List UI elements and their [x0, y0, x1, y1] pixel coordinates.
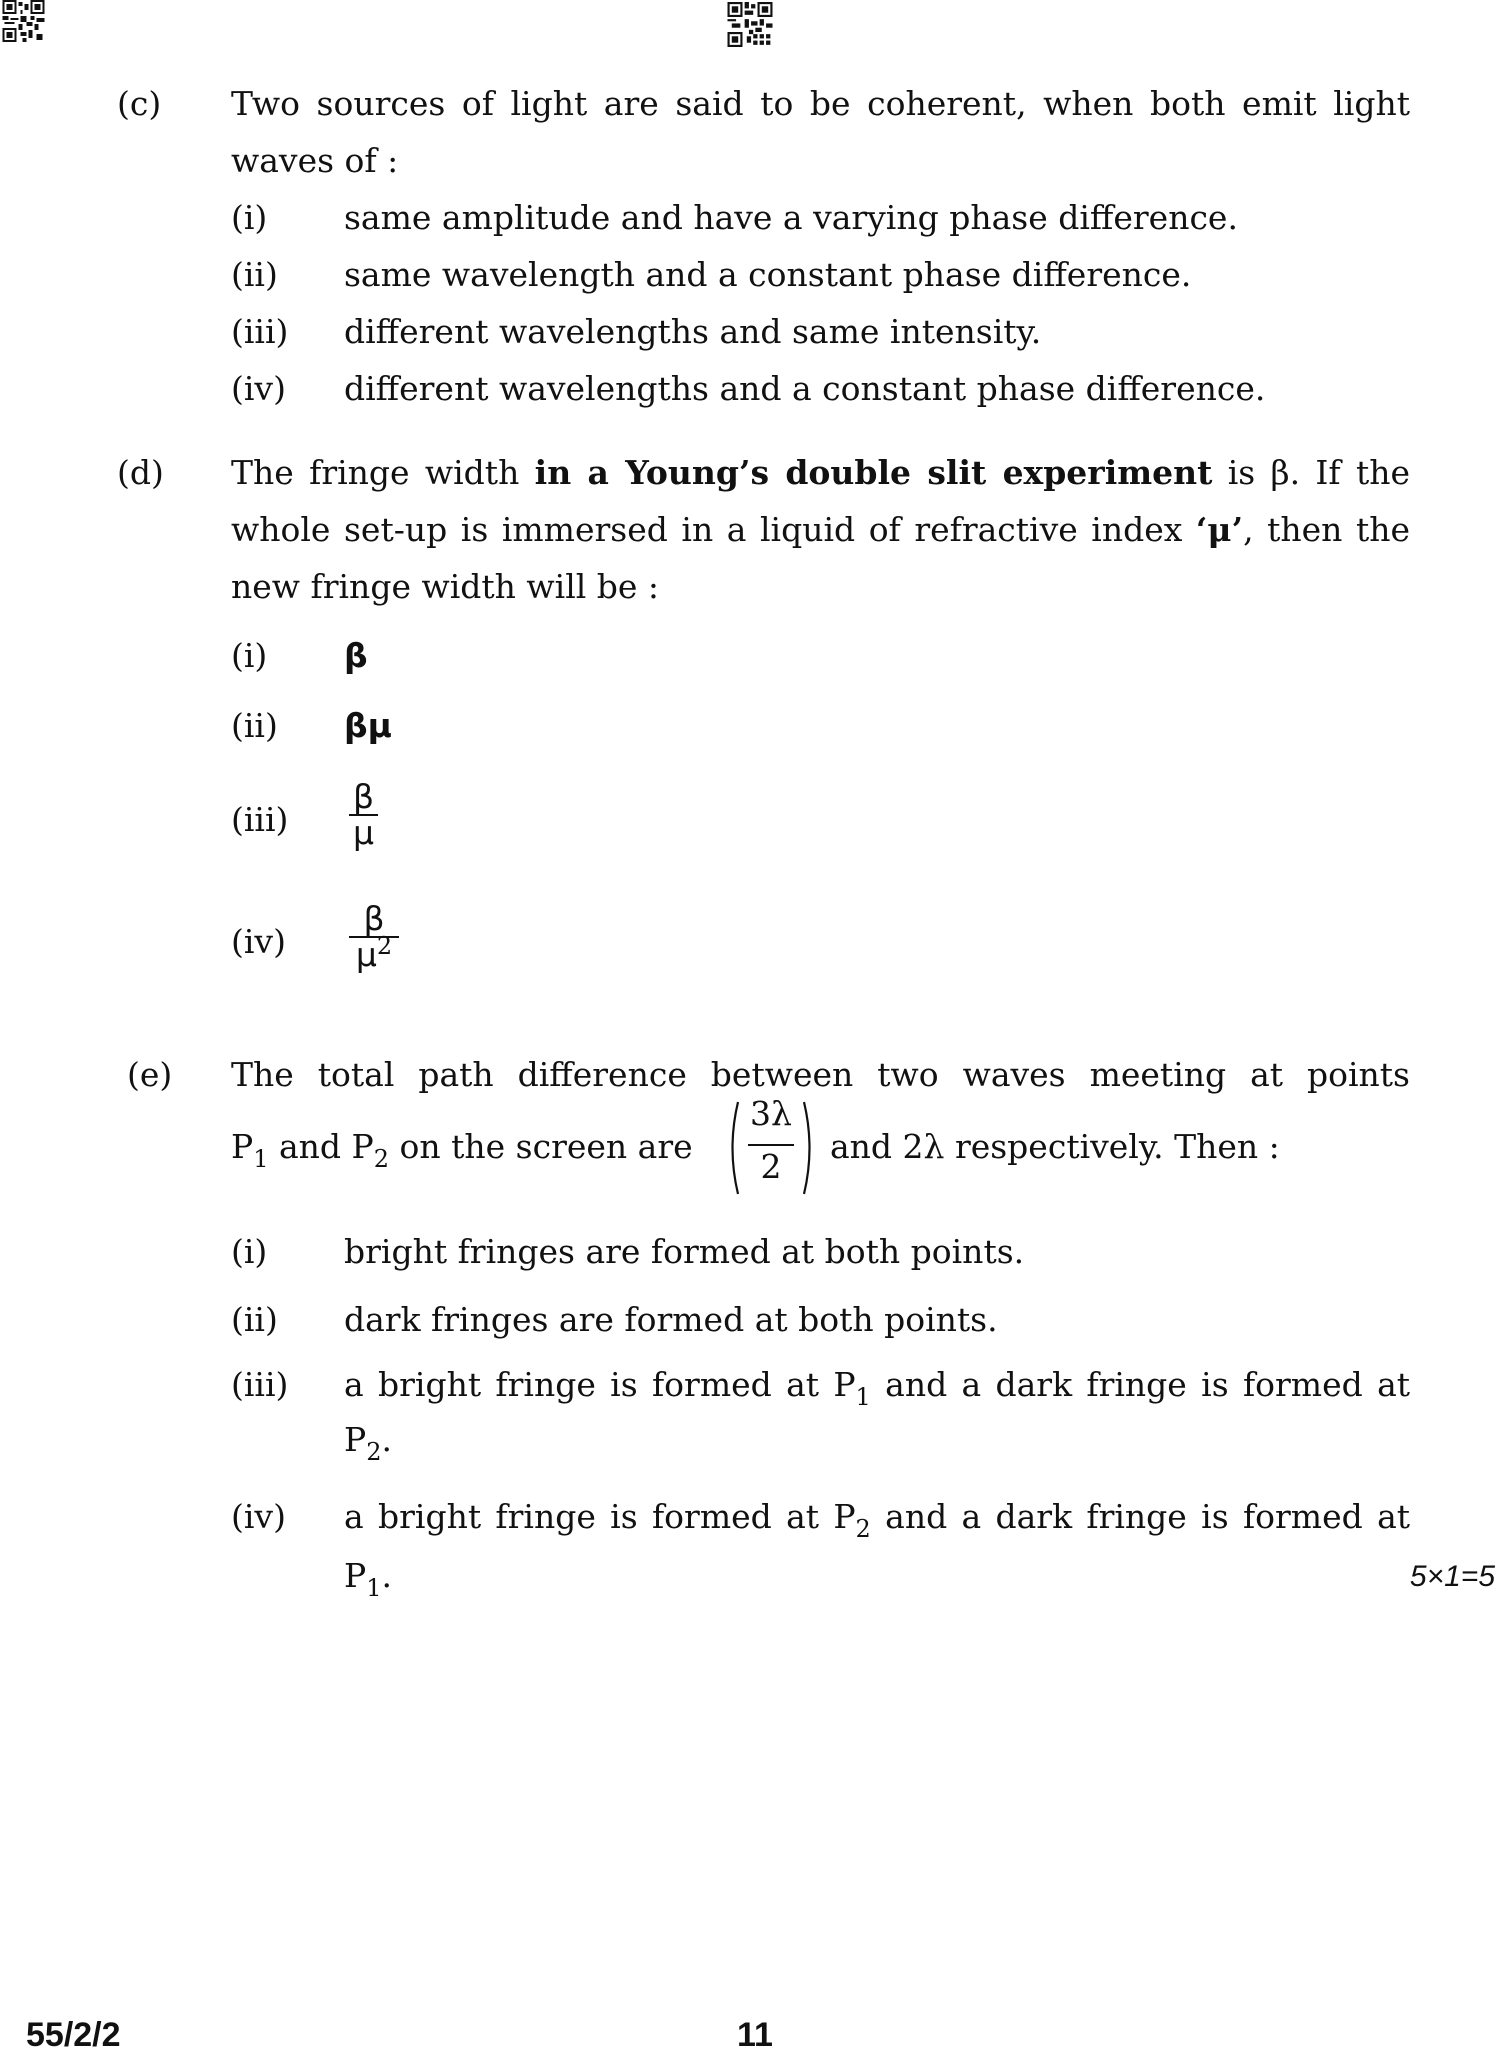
fraction-numerator: 3λ [750, 1094, 792, 1133]
option-text [344, 1365, 1411, 1411]
option-text [344, 1420, 392, 1466]
subscript: 1 [855, 1383, 871, 1411]
option-text-part: P [344, 1420, 367, 1459]
option-label: (iv) [231, 1497, 286, 1536]
option-label: (iii) [231, 1365, 289, 1404]
question-stem: waves of : [231, 141, 399, 180]
fraction-denominator [349, 932, 399, 974]
option-text-part: . [381, 1556, 392, 1595]
stem-text: P [231, 1127, 254, 1166]
page-number: 11 [737, 2016, 773, 2054]
option-label: (iii) [231, 800, 289, 839]
denominator-base: μ [355, 935, 377, 974]
subscript: 2 [366, 1438, 382, 1466]
option-label: (iv) [231, 369, 286, 408]
right-paren-icon [802, 1100, 816, 1196]
question-label: (c) [117, 84, 162, 123]
subscript: 1 [253, 1145, 269, 1173]
option-expression: β [344, 636, 368, 675]
fraction-expression [349, 899, 399, 974]
option-label: (iv) [231, 922, 286, 961]
question-stem [231, 453, 1410, 493]
option-text-part: and a dark fringe is formed at [870, 1365, 1411, 1404]
subscript: 2 [373, 1145, 390, 1173]
question-stem [231, 1127, 693, 1173]
marks-allocation: 5×1=5 [1409, 1560, 1495, 1593]
question-stem: new fringe width will be : [231, 567, 660, 606]
fraction-numerator: β [363, 899, 385, 938]
stem-text: is β. If the [1212, 453, 1411, 492]
question-stem: The total path difference between two waves meeting at points [231, 1055, 1410, 1094]
question-stem: and 2λ respectively. Then : [830, 1127, 1280, 1166]
option-expression: βμ [344, 706, 392, 745]
option-text-part: . [381, 1420, 392, 1459]
subscript: 2 [855, 1515, 871, 1543]
qr-code-center-icon [727, 2, 773, 47]
option-text: dark fringes are formed at both points. [344, 1300, 998, 1339]
fraction-expression [349, 777, 378, 852]
option-label: (ii) [231, 255, 278, 294]
stem-text: and P [268, 1127, 374, 1166]
option-label: (iii) [231, 312, 289, 351]
stem-emphasis: ‘μ’ [1195, 510, 1244, 549]
paper-code: 55/2/2 [26, 2016, 121, 2054]
option-label: (i) [231, 1232, 268, 1271]
option-text: different wavelengths and a constant phase difference. [344, 369, 1266, 408]
option-label: (ii) [231, 1300, 278, 1339]
fraction-denominator: μ [353, 813, 374, 852]
qr-code-left-icon [0, 0, 47, 42]
question-stem [231, 510, 1410, 550]
option-text-part: a bright fringe is formed at P [344, 1365, 856, 1404]
option-text: different wavelengths and same intensity. [344, 312, 1042, 351]
option-text-part: a bright fringe is formed at P [344, 1497, 856, 1536]
option-text [344, 1556, 392, 1602]
stem-text: whole set-up is immersed in a liquid of refractive index [231, 510, 1196, 549]
stem-text: , then the [1243, 510, 1410, 549]
option-label: (ii) [231, 706, 278, 745]
stem-emphasis: in a Young’s double slit experiment [534, 453, 1213, 492]
fraction-expression [748, 1094, 794, 1188]
question-stem: Two sources of light are said to be coherent, when both emit light [231, 84, 1410, 123]
stem-text: The fringe width [231, 453, 535, 492]
option-label: (i) [231, 198, 268, 237]
subscript: 1 [366, 1574, 382, 1602]
option-text: same amplitude and have a varying phase difference. [344, 198, 1238, 237]
option-text-part: P [344, 1556, 367, 1595]
fraction-numerator: β [352, 777, 375, 816]
left-paren-icon [726, 1100, 740, 1196]
question-label: (e) [127, 1055, 173, 1094]
option-text-part: and a dark fringe is formed at [870, 1497, 1411, 1536]
option-label: (i) [231, 636, 268, 675]
option-text [344, 1497, 1411, 1543]
fraction-denominator: 2 [760, 1147, 782, 1186]
denominator-exponent: 2 [376, 932, 393, 960]
question-label: (d) [117, 453, 164, 492]
option-text: bright fringes are formed at both points. [344, 1232, 1025, 1271]
option-text: same wavelength and a constant phase difference. [344, 255, 1192, 294]
stem-text: on the screen are [389, 1127, 693, 1166]
